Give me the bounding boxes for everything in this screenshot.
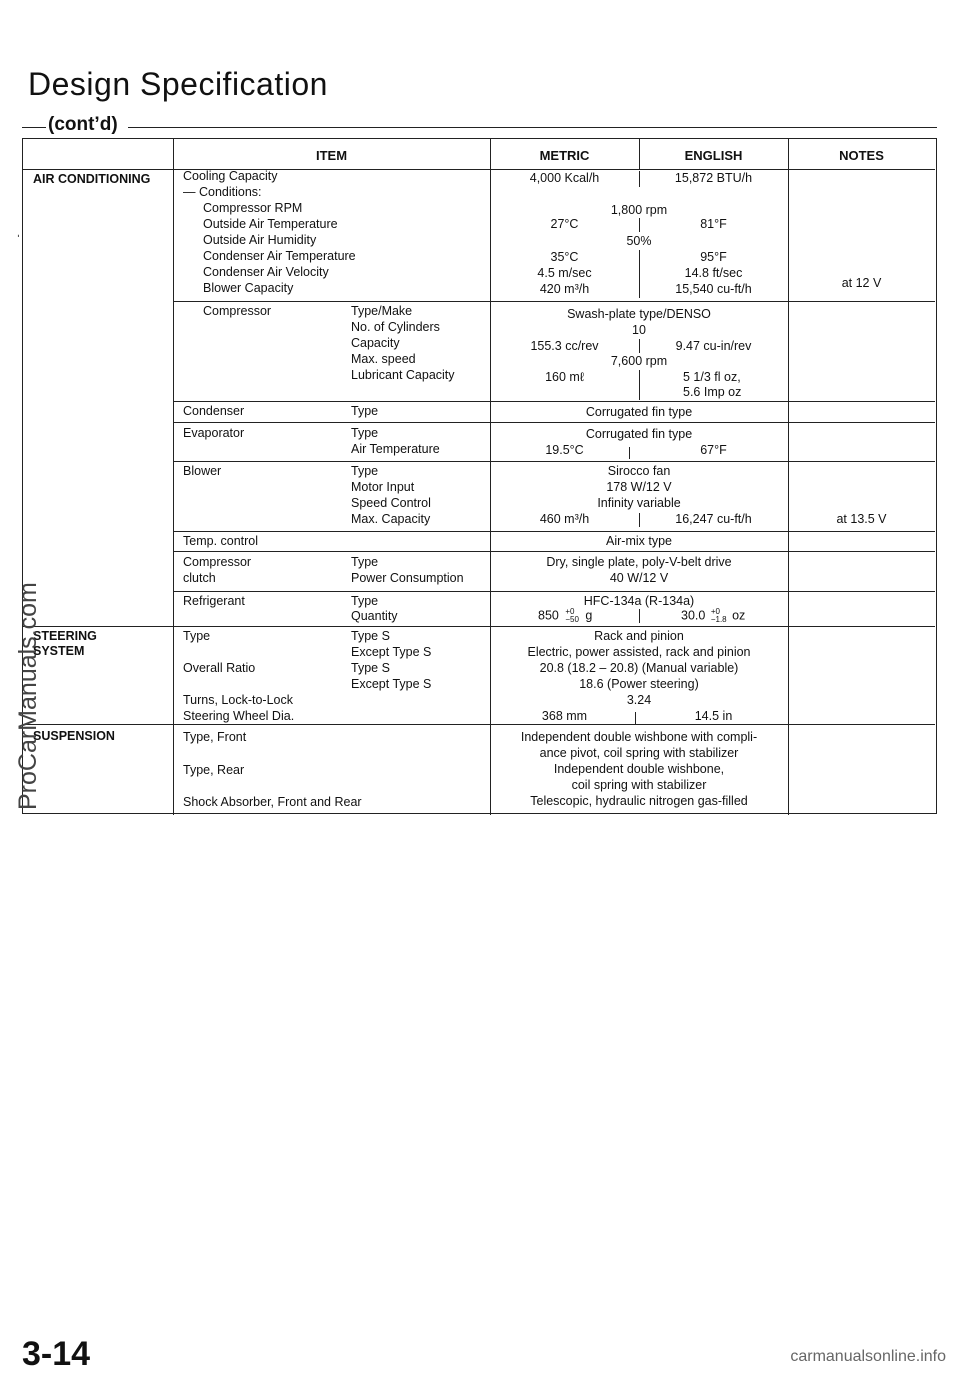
sub-power-consumption: Power Consumption bbox=[351, 571, 464, 585]
item-clutch-line2: clutch bbox=[183, 571, 216, 585]
header-english: ENGLISH bbox=[684, 148, 743, 163]
col-divider bbox=[788, 139, 789, 815]
tolerance-lower: −1.8 bbox=[710, 615, 727, 624]
sub-type-make: Type/Make bbox=[351, 304, 413, 318]
value-shared: 40 W/12 V bbox=[609, 571, 669, 585]
value-shared: Corrugated fin type bbox=[585, 405, 693, 419]
value-shared: Sirocco fan bbox=[607, 464, 671, 478]
row-rule bbox=[173, 422, 935, 423]
row-rule bbox=[173, 301, 935, 302]
item-condenser: Condenser bbox=[183, 404, 245, 418]
value-shared: 20.8 (18.2 – 20.8) (Manual variable) bbox=[539, 661, 739, 675]
value-metric: 420 m³/h bbox=[539, 282, 590, 296]
value-shared: 1,800 rpm bbox=[610, 203, 668, 217]
spec-table bbox=[22, 138, 937, 814]
item-conditions: — Conditions: bbox=[183, 185, 262, 199]
value-shared: 10 bbox=[632, 323, 646, 337]
value-divider bbox=[629, 447, 630, 459]
row-rule bbox=[173, 591, 935, 592]
tolerance-lower: −50 bbox=[565, 615, 579, 624]
value-shared: Swash-plate type/DENSO bbox=[567, 307, 711, 321]
value-shared: Independent double wishbone with compli- bbox=[520, 730, 758, 744]
section-suspension: SUSPENSION bbox=[33, 729, 115, 743]
value-english bbox=[681, 608, 745, 624]
value-shared: Corrugated fin type bbox=[585, 427, 693, 441]
value-english: 5.6 Imp oz bbox=[683, 385, 742, 399]
value-metric: 368 mm bbox=[541, 709, 588, 723]
sub-type: Type bbox=[351, 426, 379, 440]
item-compressor: Compressor bbox=[203, 304, 272, 318]
english-base: 30.0 bbox=[681, 608, 706, 623]
value-divider bbox=[639, 250, 640, 298]
value-english: 5 1/3 fl oz, bbox=[683, 370, 741, 384]
value-shared: Independent double wishbone, bbox=[553, 762, 725, 776]
header-metric: METRIC bbox=[539, 148, 590, 163]
value-metric: 19.5°C bbox=[545, 443, 584, 457]
item-temp-control: Temp. control bbox=[183, 534, 259, 548]
value-shared: Dry, single plate, poly-V-belt drive bbox=[546, 555, 732, 569]
item-wheel-dia: Steering Wheel Dia. bbox=[183, 709, 295, 723]
header-item: ITEM bbox=[315, 148, 348, 163]
value-divider bbox=[639, 370, 640, 400]
item-blower-capacity: Blower Capacity bbox=[203, 281, 294, 295]
value-divider bbox=[639, 339, 640, 353]
tolerance-upper: +0 bbox=[710, 607, 720, 616]
sub-lubricant: Lubricant Capacity bbox=[351, 368, 455, 382]
value-shared: Electric, power assisted, rack and pinion bbox=[527, 645, 751, 659]
sub-type: Type bbox=[351, 594, 379, 608]
value-metric: 160 mℓ bbox=[545, 370, 584, 384]
row-rule bbox=[173, 551, 935, 552]
value-english: 16,247 cu-ft/h bbox=[675, 512, 752, 526]
item-compressor-rpm: Compressor RPM bbox=[203, 201, 303, 215]
item-overall-ratio: Overall Ratio bbox=[183, 661, 256, 675]
sub-except-type-s: Except Type S bbox=[351, 677, 432, 691]
value-shared: coil spring with stabilizer bbox=[571, 778, 707, 792]
value-divider bbox=[639, 513, 640, 527]
value-divider bbox=[635, 712, 636, 724]
item-clutch-line1: Compressor bbox=[183, 555, 252, 569]
item-evaporator: Evaporator bbox=[183, 426, 245, 440]
value-shared: 7,600 rpm bbox=[610, 354, 668, 368]
value-shared: Rack and pinion bbox=[594, 629, 684, 643]
header-notes: NOTES bbox=[839, 148, 884, 163]
note-cooling: at 12 V bbox=[841, 276, 882, 290]
note-blower: at 13.5 V bbox=[836, 512, 887, 526]
sub-max-capacity: Max. Capacity bbox=[351, 512, 431, 526]
sub-quantity: Quantity bbox=[351, 609, 398, 623]
side-watermark: ProCarManuals.com bbox=[14, 582, 42, 810]
value-metric: 460 m³/h bbox=[539, 512, 590, 526]
section-rule bbox=[23, 724, 935, 725]
value-metric: 4,000 Kcal/h bbox=[529, 171, 600, 185]
page-title: Design Specification bbox=[28, 66, 328, 102]
value-english: 15,872 BTU/h bbox=[674, 171, 753, 185]
value-shared: 50% bbox=[626, 234, 652, 248]
item-turns: Turns, Lock-to-Lock bbox=[183, 693, 293, 707]
item-type-front: Type, Front bbox=[183, 730, 247, 744]
sub-speed-control: Speed Control bbox=[351, 496, 431, 510]
sub-max-speed: Max. speed bbox=[351, 352, 416, 366]
sub-type-s: Type S bbox=[351, 629, 390, 643]
value-shared: 18.6 (Power steering) bbox=[579, 677, 699, 691]
item-steering-type: Type bbox=[183, 629, 211, 643]
value-divider bbox=[639, 171, 640, 187]
value-shared: Telescopic, hydraulic nitrogen gas-filled bbox=[530, 794, 748, 808]
sub-cylinders: No. of Cylinders bbox=[351, 320, 440, 334]
value-shared: Infinity variable bbox=[597, 496, 681, 510]
value-metric: 155.3 cc/rev bbox=[530, 339, 599, 353]
item-cooling-capacity: Cooling Capacity bbox=[183, 169, 278, 183]
sub-except-type-s: Except Type S bbox=[351, 645, 432, 659]
item-shock-absorber: Shock Absorber, Front and Rear bbox=[183, 795, 362, 809]
value-english: 81°F bbox=[700, 217, 727, 231]
sub-motor-input: Motor Input bbox=[351, 480, 415, 494]
value-shared: 3.24 bbox=[626, 693, 652, 707]
item-outside-air-humidity: Outside Air Humidity bbox=[203, 233, 317, 247]
section-steering-line1: STEERING bbox=[33, 629, 97, 643]
item-condenser-air-velocity: Condenser Air Velocity bbox=[203, 265, 329, 279]
stray-mark: ˈ bbox=[16, 232, 21, 248]
metric-base: 850 bbox=[538, 608, 559, 623]
sub-capacity: Capacity bbox=[351, 336, 400, 350]
section-steering-line2: SYSTEM bbox=[33, 644, 85, 658]
metric-unit: g bbox=[585, 608, 593, 623]
item-outside-air-temp: Outside Air Temperature bbox=[203, 217, 338, 231]
item-type-rear: Type, Rear bbox=[183, 763, 245, 777]
sub-type: Type bbox=[351, 464, 379, 478]
footer-watermark: carmanualsonline.info bbox=[790, 1348, 946, 1365]
tolerance-upper: +0 bbox=[565, 607, 575, 616]
value-shared: ance pivot, coil spring with stabilizer bbox=[539, 746, 739, 760]
item-blower: Blower bbox=[183, 464, 222, 478]
value-english: 67°F bbox=[700, 443, 727, 457]
sub-type-s: Type S bbox=[351, 661, 390, 675]
sub-type: Type bbox=[351, 555, 379, 569]
continued-label: (cont’d) bbox=[46, 114, 128, 136]
value-english: 14.8 ft/sec bbox=[684, 266, 743, 280]
value-metric: 4.5 m/sec bbox=[537, 266, 592, 280]
value-english: 15,540 cu-ft/h bbox=[675, 282, 752, 296]
section-air-conditioning: AIR CONDITIONING bbox=[33, 172, 151, 186]
value-english: 9.47 cu-in/rev bbox=[675, 339, 752, 353]
row-rule bbox=[173, 531, 935, 532]
item-condenser-air-temp: Condenser Air Temperature bbox=[203, 249, 356, 263]
col-divider bbox=[173, 139, 174, 815]
section-rule bbox=[23, 626, 935, 627]
section-rule bbox=[22, 127, 937, 128]
sub-type: Type bbox=[351, 404, 379, 418]
value-shared: HFC-134a (R-134a) bbox=[583, 594, 695, 608]
value-shared: Air-mix type bbox=[606, 534, 672, 548]
row-rule bbox=[173, 401, 935, 402]
english-tolerance bbox=[711, 608, 727, 624]
value-metric: 35°C bbox=[550, 250, 579, 264]
value-english: 95°F bbox=[700, 250, 727, 264]
item-refrigerant: Refrigerant bbox=[183, 594, 245, 608]
value-divider bbox=[639, 218, 640, 232]
sub-air-temperature: Air Temperature bbox=[351, 442, 440, 456]
value-metric bbox=[538, 608, 592, 624]
value-divider bbox=[639, 609, 640, 623]
metric-tolerance bbox=[565, 608, 579, 624]
value-metric: 27°C bbox=[550, 217, 579, 231]
row-rule bbox=[173, 461, 935, 462]
header-rule bbox=[23, 169, 935, 170]
page-number: 3-14 bbox=[22, 1335, 91, 1373]
english-unit: oz bbox=[732, 608, 746, 623]
value-shared: 178 W/12 V bbox=[606, 480, 672, 494]
value-english: 14.5 in bbox=[694, 709, 733, 723]
